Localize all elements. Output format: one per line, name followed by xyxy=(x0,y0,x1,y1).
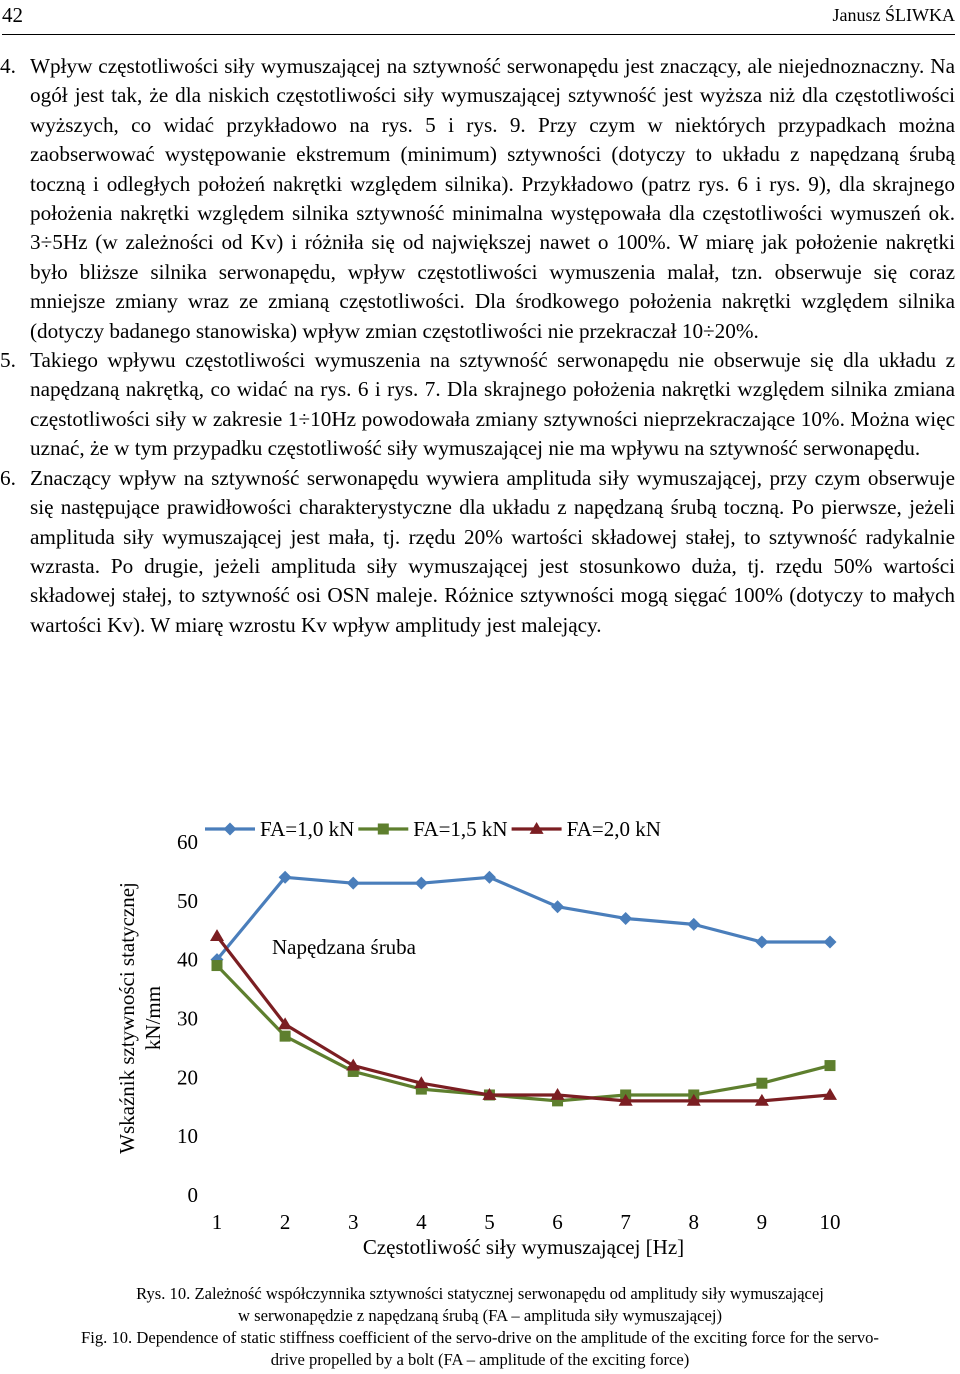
legend-label: FA=1,0 kN xyxy=(260,817,355,841)
x-tick-label: 6 xyxy=(552,1210,563,1234)
data-point xyxy=(619,912,632,925)
y-axis-label xyxy=(115,882,165,1154)
x-axis-label: Częstotliwość siły wymuszającej [Hz] xyxy=(362,1235,685,1259)
caption-pl-line1: Rys. 10. Zależność współczynnika sztywności statycznej serwonapędu od amplitudy siły wymuszającej xyxy=(136,1284,824,1303)
running-author: Janusz ŚLIWKA xyxy=(832,5,955,25)
legend-marker xyxy=(224,823,237,836)
data-point xyxy=(415,877,428,890)
data-point xyxy=(756,1078,767,1089)
data-point xyxy=(210,929,224,941)
list-item-text: Wpływ częstotliwości siły wymuszającej na sztywność serwonapędu jest znaczący, ale niejednoznaczny. Na ogół jest tak, że dla niskich częstotliwości siły wymuszającej sztywność jest wyższa niż dla częstotliwości wyższych, co widać przykładowo na rys. 5 i rys. 9. Przy czym w niektórych przypadkach można zaobserwować występowanie ekstremum (minimum) sztywności (dotyczy to układu z napędzaną śrubą toczną i odległych położeń nakrętki względem silnika). Przykładowo (patrz rys. 6 i rys. 9), dla skrajnego położenia nakrętki względem silnika sztywność minimalna występowała dla częstotliwości wymuszeń ok. 3÷5Hz (w zależności od Kv) i różniła się od największej nawet o 100%. W miarę jak położenie nakrętki było bliższe silnika serwonapędu, wpływ częstotliwości wymuszenia malał, tzn. obserwuje się coraz mniejsze zmiany wraz ze zmianą częstotliwości. Dla środkowego położenia nakrętki względem silnika (dotyczy badanego stanowiska) wpływ zmian częstotliwości nie przekraczał 10÷20%. xyxy=(30,54,955,343)
list-item-number: 6. xyxy=(0,465,16,490)
y-tick-labels xyxy=(177,830,198,1207)
legend-item xyxy=(512,817,661,841)
x-tick-labels xyxy=(212,1210,841,1234)
data-point xyxy=(280,1031,291,1042)
y-tick-label: 20 xyxy=(177,1065,198,1090)
series-group xyxy=(210,871,837,1107)
figure-caption-pl xyxy=(0,1283,960,1327)
caption-pl-line2: w serwonapędzie z napędzaną śrubą (FA – amplituda siły wymuszającej) xyxy=(238,1306,722,1325)
list-item xyxy=(0,52,955,346)
y-axis-label-line1: Wskaźnik sztywności statycznej xyxy=(115,882,139,1154)
y-tick-label: 60 xyxy=(177,830,198,854)
series-line xyxy=(217,966,830,1101)
y-tick-label: 0 xyxy=(187,1183,198,1207)
series-line xyxy=(217,936,830,1101)
data-point xyxy=(755,936,768,949)
legend-item xyxy=(205,817,354,841)
list-item xyxy=(0,346,955,464)
data-point xyxy=(346,1059,360,1071)
x-tick-label: 7 xyxy=(620,1210,631,1234)
body-text xyxy=(0,52,955,640)
legend-label: FA=1,5 kN xyxy=(413,817,508,841)
legend-marker xyxy=(378,824,389,835)
y-tick-label: 10 xyxy=(177,1124,198,1149)
x-tick-label: 4 xyxy=(416,1210,427,1234)
legend xyxy=(205,817,661,841)
y-tick-label: 30 xyxy=(177,1006,198,1031)
page-header xyxy=(2,0,955,35)
x-tick-label: 9 xyxy=(756,1210,768,1234)
legend-label: FA=2,0 kN xyxy=(566,817,661,841)
data-point xyxy=(687,918,700,931)
y-tick-label: 40 xyxy=(177,947,198,972)
data-point xyxy=(551,900,564,913)
x-tick-label: 2 xyxy=(279,1210,291,1234)
chart-annotation: Napędzana śruba xyxy=(272,934,417,959)
figure xyxy=(100,810,960,1270)
series-square xyxy=(212,960,836,1106)
data-point xyxy=(212,960,223,971)
x-tick-label: 1 xyxy=(211,1210,223,1234)
y-tick-label: 50 xyxy=(177,888,198,913)
x-tick-label: 3 xyxy=(347,1210,359,1234)
caption-en-line2: drive propelled by a bolt (FA – amplitude of the exciting force) xyxy=(270,1350,690,1369)
caption-en-line1: Fig. 10. Dependence of static stiffness coefficient of the servo-drive on the amplitude of the exciting force for the servo- xyxy=(81,1328,879,1347)
stiffness-line-chart xyxy=(100,810,960,1270)
x-tick-label: 8 xyxy=(688,1210,700,1234)
list-item-number: 5. xyxy=(0,348,16,373)
figure-caption-en xyxy=(0,1327,960,1371)
list-item xyxy=(0,464,955,640)
legend-item xyxy=(358,817,507,841)
data-point xyxy=(824,936,837,949)
data-point xyxy=(347,877,360,890)
data-point xyxy=(825,1060,836,1071)
y-axis-label-line2: kN/mm xyxy=(141,985,165,1051)
list-item-number: 4. xyxy=(0,54,16,78)
x-tick-label: 5 xyxy=(484,1210,495,1234)
list-item-text: Takiego wpływu częstotliwości wymuszenia na sztywność serwonapędu nie obserwuje się dla układu z napędzaną nakrętką, co widać na rys. 6 i rys. 7. Dla skrajnego położenia nakrętki względem silnika zmiana częstotliwości siły w zakresie 1÷10Hz powodowała zmiany sztywności nieprzekraczające 10%. Można więc uznać, że w tym przypadku częstotliwość siły wymuszającej nie ma wpływu na sztywność serwonapędu. xyxy=(30,348,955,461)
data-point xyxy=(483,871,496,884)
x-tick-label: 10 xyxy=(819,1210,841,1234)
list-item-text: Znaczący wpływ na sztywność serwonapędu wywiera amplituda siły wymuszającej, przy czym obserwuje się następujące prawidłowości charakterystyczne dla układu z napędzaną śrubą toczną. Po pierwsze, jeżeli amplituda siły wymuszającej jest mała, tj. rzędu 20% wartości składowej stałej, to sztywność radykalnie wzrasta. Po drugie, jeżeli amplituda siły wymuszającej jest stosunkowo duża, tj. rzędu 50% wartości składowej stałej, to sztywność osi OSN maleje. Różnice sztywności mogą sięgać 100% (dotyczy to małych wartości Kv). W miarę wzrostu Kv wpływ amplitudy jest malejący. xyxy=(30,465,955,637)
page-number: 42 xyxy=(2,3,23,27)
